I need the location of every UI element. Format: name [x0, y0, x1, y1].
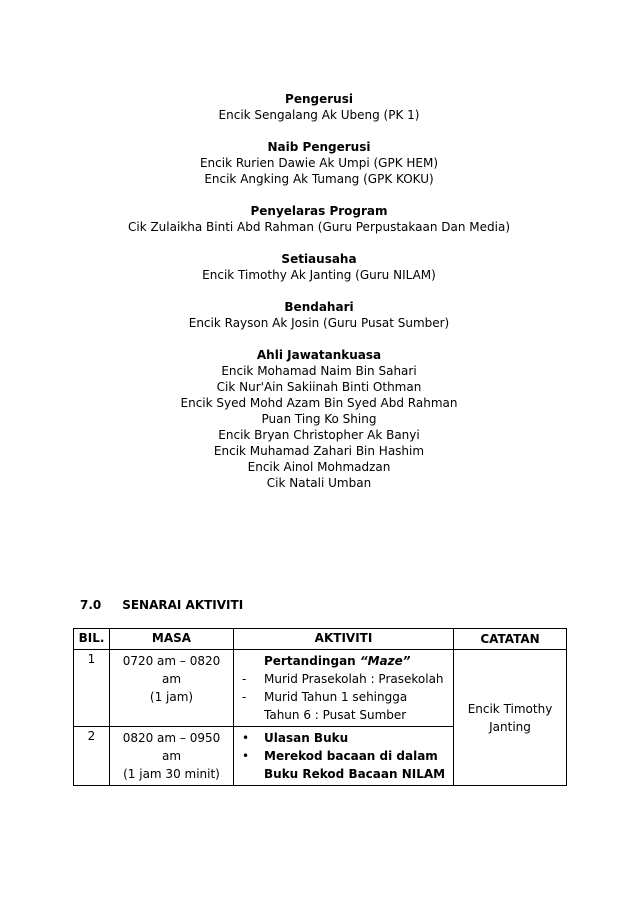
header-catatan: CATATAN — [454, 629, 567, 650]
section-heading — [80, 598, 243, 612]
member-name: Cik Zulaikha Binti Abd Rahman (Guru Perpustakaan Dan Media) — [127, 220, 511, 234]
member-name: Encik Rurien Dawie Ak Umpi (GPK HEM) — [199, 156, 439, 170]
table-header-row — [74, 629, 567, 650]
bullet-icon: • — [242, 749, 250, 763]
dash-marker: - — [242, 690, 247, 704]
role-bendahari — [0, 299, 638, 331]
list-item-text — [264, 747, 445, 783]
role-penyelaras — [0, 203, 638, 235]
activity-title-prefix: Pertandingan — [264, 654, 360, 668]
role-title: Naib Pengerusi — [267, 140, 371, 154]
section-title: SENARAI AKTIVITI — [122, 598, 244, 612]
list-item-line: Merekod bacaan di dalam — [264, 749, 438, 763]
time-duration: (1 jam 30 minit) — [123, 767, 220, 781]
role-pengerusi — [0, 91, 638, 123]
catatan-cell — [454, 650, 567, 786]
list-item — [238, 688, 449, 724]
row-number: 2 — [74, 727, 110, 786]
role-ahli-jawatankuasa — [0, 347, 638, 491]
role-title: Pengerusi — [285, 92, 353, 106]
role-setiausaha — [0, 251, 638, 283]
header-aktiviti: AKTIVITI — [234, 629, 454, 650]
time-range: 0720 am – 0820 am — [122, 654, 221, 686]
member-name: Encik Bryan Christopher Ak Banyi — [218, 428, 420, 442]
time-duration: (1 jam) — [149, 690, 194, 704]
time-cell — [110, 650, 234, 727]
table-row — [74, 650, 567, 727]
list-item-text — [264, 688, 407, 724]
row-number: 1 — [74, 650, 110, 727]
member-name: Encik Timothy Ak Janting (Guru NILAM) — [202, 268, 436, 282]
time-range: 0820 am – 0950 am — [122, 731, 221, 763]
member-name: Encik Sengalang Ak Ubeng (PK 1) — [218, 108, 420, 122]
role-title: Bendahari — [284, 300, 354, 314]
role-naib-pengerusi — [0, 139, 638, 187]
header-bil: BIL. — [74, 629, 110, 650]
list-item — [238, 670, 449, 688]
list-item-text: Murid Prasekolah : Prasekolah — [264, 672, 444, 686]
list-item — [238, 729, 449, 747]
catatan-line: Janting — [489, 719, 531, 734]
member-name: Encik Muhamad Zahari Bin Hashim — [213, 444, 425, 458]
member-name: Encik Syed Mohd Azam Bin Syed Abd Rahman — [180, 396, 458, 410]
list-item — [238, 747, 449, 783]
list-item-line: Murid Tahun 1 sehingga — [264, 690, 408, 704]
activity-title-italic: “Maze” — [359, 654, 411, 668]
bullet-icon: • — [242, 731, 250, 745]
role-title: Penyelaras Program — [250, 204, 388, 218]
list-item-text: Ulasan Buku — [264, 731, 349, 745]
activity-cell — [234, 650, 454, 727]
member-name: Encik Rayson Ak Josin (Guru Pusat Sumber) — [188, 316, 450, 330]
member-name: Encik Ainol Mohmadzan — [247, 460, 391, 474]
list-item-line: Tahun 6 : Pusat Sumber — [264, 708, 407, 722]
member-name: Encik Mohamad Naim Bin Sahari — [221, 364, 417, 378]
member-name: Cik Natali Umban — [266, 476, 372, 490]
role-title: Setiausaha — [281, 252, 357, 266]
member-name: Puan Ting Ko Shing — [261, 412, 377, 426]
committee-list — [0, 91, 638, 507]
dash-marker: - — [242, 672, 247, 686]
list-item-line: Buku Rekod Bacaan NILAM — [264, 767, 446, 781]
member-name: Cik Nur'Ain Sakiinah Binti Othman — [216, 380, 422, 394]
header-masa: MASA — [110, 629, 234, 650]
activity-cell — [234, 727, 454, 786]
member-name: Encik Angking Ak Tumang (GPK KOKU) — [204, 172, 434, 186]
activity-title — [238, 652, 449, 670]
role-title: Ahli Jawatankuasa — [256, 348, 382, 362]
time-cell — [110, 727, 234, 786]
activity-table — [73, 628, 567, 786]
section-number: 7.0 — [80, 598, 102, 612]
catatan-line: Encik Timothy — [467, 701, 553, 716]
